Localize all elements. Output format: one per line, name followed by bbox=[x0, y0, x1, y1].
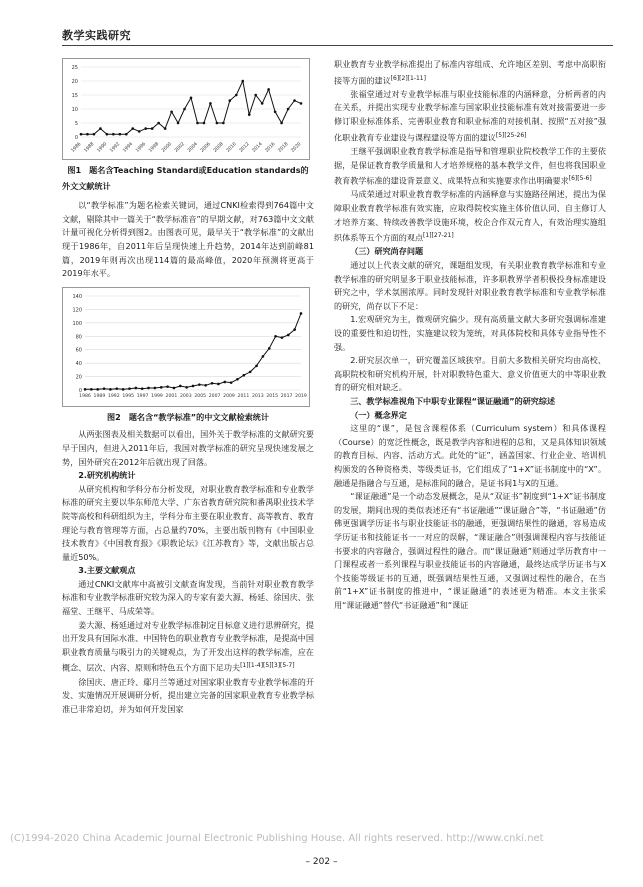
data-point bbox=[280, 122, 283, 125]
x-tick-label: 2001 bbox=[165, 393, 178, 399]
y-tick-label: 0 bbox=[74, 135, 78, 141]
x-tick-label: 2000 bbox=[161, 141, 174, 154]
data-point bbox=[255, 364, 258, 367]
data-point bbox=[268, 347, 271, 350]
data-point bbox=[293, 99, 296, 102]
data-point bbox=[144, 127, 147, 130]
y-tick-label: 120 bbox=[72, 307, 82, 314]
x-tick-label: 2002 bbox=[174, 141, 186, 154]
x-tick-label: 1986 bbox=[79, 393, 91, 399]
data-point bbox=[106, 133, 109, 136]
paragraph bbox=[62, 619, 314, 676]
x-tick-label: 2006 bbox=[200, 141, 212, 154]
data-point bbox=[90, 388, 93, 391]
data-point bbox=[267, 88, 270, 91]
data-point bbox=[160, 386, 163, 389]
paragraph: 通过以上代表文献的研究，课题组发现，有关职业教育教学标准和专业教学标准的研究明显多于职业技能标准，许多职教界学者积极投身标准建设研究之中，学术氛围浓厚。同时发现针对职业教育教学标准和专业教学标准的研究，尚存以下不足： bbox=[334, 260, 606, 311]
data-point bbox=[122, 388, 125, 391]
data-point bbox=[300, 102, 303, 105]
paragraph: 这里的“课”，是包含课程体系（Curriculum system）和具体课程（Course）的宽泛性概念，既是教学内容和进程的总和，又是具体知识领域的教育目标、内容、活动方式。此处的“证”，涵盖国家、行业企业、培训机构颁发的各种资格类、等级类证书，它们组成了“1+X”证书制度中的“X”。融通是指融合与互通，是标准间的融合，是证书间1与X的互通。 bbox=[334, 423, 606, 488]
x-tick-label: 1990 bbox=[96, 141, 109, 154]
chart-2 bbox=[62, 287, 310, 407]
x-tick-label: 2009 bbox=[223, 393, 235, 399]
x-tick-label: 1995 bbox=[122, 393, 135, 399]
data-point bbox=[154, 386, 157, 389]
y-tick-label: 140 bbox=[72, 293, 82, 300]
x-tick-label: 2018 bbox=[277, 141, 290, 154]
data-point bbox=[203, 122, 206, 125]
y-tick-label: 100 bbox=[72, 320, 82, 327]
right-column bbox=[334, 58, 606, 613]
section-heading: 三、教学标准视角下中职专业课程“课证融通”的研究综述 bbox=[350, 396, 556, 406]
paragraph: 从两张图表及相关数据可以看出，国外关于教学标准的文献研究要早于国内，但进入2011年后，我国对教学标准的研究呈现快速发展之势，国外研究在2012年后就出现了回落。 bbox=[62, 429, 314, 467]
x-tick-label: 1996 bbox=[135, 141, 148, 154]
x-tick-label: 2014 bbox=[251, 141, 264, 154]
data-point bbox=[115, 387, 118, 390]
data-point bbox=[183, 108, 186, 111]
data-point bbox=[151, 127, 154, 130]
data-point bbox=[274, 335, 277, 338]
chart-1-caption-sub: 外文文献统计 bbox=[62, 180, 111, 191]
data-point bbox=[236, 378, 239, 381]
data-point bbox=[241, 80, 244, 83]
chart-1 bbox=[62, 58, 310, 160]
y-tick-label: 80 bbox=[75, 334, 82, 341]
data-point bbox=[281, 336, 284, 339]
x-tick-label: 1992 bbox=[109, 141, 122, 154]
data-point bbox=[196, 122, 199, 125]
series-line bbox=[85, 313, 301, 389]
citation-ref: [6][5-6] bbox=[568, 175, 592, 183]
x-tick-label: 2004 bbox=[187, 141, 199, 154]
paragraph-text: 张福堂通过对专业教学标准与职业技能标准的内涵释意，分析两者的内在关系，并提出实现专业教学标准与国家职业技能标准有效对接需要进一步修订职业标准体系、完善职业教育和职业标准的对接机制、按照“五对接”强化职业教育专业建设与课程建设等方面的建议 bbox=[334, 88, 606, 143]
data-point bbox=[185, 386, 188, 389]
data-point bbox=[217, 382, 220, 385]
data-point bbox=[84, 388, 87, 391]
data-point bbox=[235, 94, 238, 97]
data-point bbox=[128, 387, 131, 390]
data-point bbox=[112, 133, 115, 136]
y-tick-label: 40 bbox=[75, 360, 82, 367]
data-point bbox=[147, 386, 150, 389]
data-point bbox=[99, 127, 102, 130]
paragraph-text: 姜大源、杨延通过对专业教学标准制定目标意义进行思辨研究，提出开发具有国际水准、中国特色的职业教育专业教学标准，是提高中国职业教育质量与吸引力的关键观点，为了开发出这样的教学标准，应在概念、层次、内容、原则和特色五个方面下足功夫 bbox=[62, 619, 314, 674]
paragraph: “课证融通”是一个动态发展概念，是从“双证书”制度到“1+X”证书制度的发展，期间出现的类似表述还有“书证融通”“课证融合”等，“书证融通”仿佛更强调学历证书与职业技能证书的融通，更强调结果性的融通，容易造成学历证书和技能证书一一对应的误解，“课证融合”则强调课程内容与技能证书要求的内容融合，强调过程性的融合。而“课证融通”则通过学历教育中一门课程或者一系列课程与职业技能证书的内容融通，最终达成学历证书与X个技能等级证书的互通，既强调结果性互通，又强调过程性的融合，在当前“1+X”证书制度的推进中，“课证融通”的表述更为精准。本文主张采用“课证融通”替代“书证融通”和“课证 bbox=[334, 491, 606, 610]
x-tick-label: 2003 bbox=[179, 393, 192, 399]
paragraph-text: 职业教育专业教学标准提出了标准内容组成、允许地区差别、考虑中高职衔接等方面的建议 bbox=[334, 59, 606, 86]
x-tick-label: 1988 bbox=[83, 141, 96, 154]
section-heading: （一）概念界定 bbox=[350, 409, 407, 420]
x-tick-label: 1986 bbox=[70, 141, 83, 154]
data-point bbox=[125, 133, 128, 136]
paragraph bbox=[334, 188, 606, 245]
paragraph: 从研究机构和学科分布分析发现，对职业教育教学标准和专业教学标准的研究主要以华东师范大学、广东省教育研究院和番禺职业技术学院等高校和科研组织为主，学科分布主要在职业教育、高等教育、教育理论与教育管理等方面，占总量约70%，主要出版刊物有《中国职业技术教育》《中国教育报》《职教论坛》《江苏教育》等，文献出版占总量近50%。 bbox=[62, 483, 314, 562]
data-point bbox=[274, 111, 277, 114]
data-point bbox=[192, 384, 195, 387]
x-tick-label: 2005 bbox=[194, 393, 207, 399]
paragraph: 1.宏观研究为主，微观研究偏少。现有高质量文献大多研究强调标准建设的重要性和迫切性，实施建议较为笼统，对具体院校和具体专业指导性不强。 bbox=[334, 314, 606, 352]
x-tick-label: 2013 bbox=[251, 393, 264, 399]
data-point bbox=[229, 99, 232, 102]
x-tick-label: 2010 bbox=[225, 141, 238, 154]
data-point bbox=[248, 113, 251, 116]
data-point bbox=[198, 383, 201, 386]
data-point bbox=[209, 102, 212, 105]
citation-ref: [5][25-26] bbox=[495, 131, 527, 139]
x-tick-label: 2016 bbox=[264, 141, 277, 154]
data-point bbox=[190, 97, 193, 100]
paragraph-text: 马成荣通过对职业教育教学标准的内涵释意与实施路径阐述，提出为保障职业教育教学标准有效实施，应取得院校实施主体价值认同、自主修订人才培养方案、特续改善教学设施环境，校企合作双元育人，有效治理实施组织体系等五个方面的观点 bbox=[334, 189, 606, 243]
data-point bbox=[170, 111, 173, 114]
data-point bbox=[173, 386, 176, 389]
data-point bbox=[103, 387, 106, 390]
data-point bbox=[222, 122, 225, 125]
y-tick-label: 20 bbox=[71, 79, 78, 85]
data-point bbox=[93, 133, 96, 136]
y-tick-label: 15 bbox=[71, 93, 78, 99]
data-point bbox=[300, 312, 303, 315]
data-point bbox=[96, 388, 99, 391]
data-point bbox=[216, 122, 219, 125]
data-point bbox=[293, 328, 296, 331]
data-point bbox=[249, 370, 252, 373]
page-number: – 202 – bbox=[305, 857, 338, 867]
header-divider bbox=[62, 45, 613, 46]
x-tick-label: 2011 bbox=[237, 393, 250, 399]
left-column bbox=[62, 58, 314, 717]
paragraph-text: 王继平强调职业教育教学标准是指导和管理职业院校教学工作的主要依据，是保证教育教学质量和人才培养规格的基本教学文件，但也将我国职业教育教学标准的建设背景意义、成果特点和实施要求作出明确要求 bbox=[334, 145, 606, 186]
data-point bbox=[230, 381, 233, 384]
data-point bbox=[287, 108, 290, 111]
x-tick-label: 2007 bbox=[208, 393, 221, 399]
x-tick-label: 1999 bbox=[151, 393, 163, 399]
data-point bbox=[262, 355, 265, 358]
section-heading: 2.研究机构统计 bbox=[78, 470, 136, 481]
y-tick-label: 0 bbox=[78, 387, 82, 394]
paragraph bbox=[334, 145, 606, 188]
paragraph: 通过CNKI文献库中高被引文献查询发现，当前针对职业教育教学标准和专业教学标准研究较为深入的专家有姜大源、杨延、徐国庆、张福堂、王继平、马成荣等。 bbox=[62, 578, 314, 617]
data-point bbox=[261, 102, 264, 105]
x-tick-label: 2019 bbox=[295, 393, 307, 399]
data-point bbox=[80, 133, 83, 136]
x-tick-label: 2012 bbox=[238, 141, 251, 154]
x-tick-label: 1994 bbox=[122, 141, 135, 154]
paragraph bbox=[334, 58, 606, 88]
journal-section-title: 教学实践研究 bbox=[62, 29, 131, 42]
citation-ref: [6][2][1-11] bbox=[390, 74, 426, 82]
chart-1-svg bbox=[63, 59, 309, 159]
data-point bbox=[109, 388, 112, 391]
section-heading: （三）研究尚存问题 bbox=[350, 246, 424, 257]
data-point bbox=[254, 94, 257, 97]
paragraph bbox=[334, 88, 606, 145]
data-point bbox=[166, 385, 169, 388]
paragraph: 徐国庆、唐正玲、鄢月兰等通过对国家职业教育专业教学标准的开发、实施情况开展调研分析，提出建立完备的国家职业教育专业教学标准已非常迫切，并为如何开发国家 bbox=[62, 676, 314, 714]
chart-2-svg bbox=[63, 288, 309, 406]
data-point bbox=[164, 127, 167, 130]
data-point bbox=[177, 122, 180, 125]
paragraph: 以“教学标准”为题名检索关键词，通过CNKI检索得到764篇中文文献，剔除其中一篇关于“教学标准音”的早期文献，对763篇中文文献计量可视化分析得到图2。由图表可见，最早关于“教学标准”的文献出现于1986年，自2011年后呈现快速上升趋势，2014年达到前峰81篇，2019年则再次出现114篇的最高峰值，2020年预测将更高于2019年水平。 bbox=[62, 200, 314, 279]
x-tick-label: 1992 bbox=[107, 393, 120, 399]
x-tick-label: 2008 bbox=[212, 141, 225, 154]
section-heading: 3.主要文献观点 bbox=[78, 565, 136, 576]
citation-ref: [1][1-4][5][3][5-7] bbox=[240, 662, 295, 670]
y-tick-label: 5 bbox=[74, 121, 78, 127]
x-tick-label: 2017 bbox=[280, 393, 293, 399]
x-tick-label: 1998 bbox=[148, 141, 161, 154]
y-tick-label: 25 bbox=[71, 65, 78, 71]
y-tick-label: 10 bbox=[71, 107, 78, 113]
x-tick-label: 1989 bbox=[93, 393, 106, 399]
x-tick-label: 2020 bbox=[290, 141, 303, 154]
x-tick-label: 1997 bbox=[136, 393, 149, 399]
data-point bbox=[243, 374, 246, 377]
x-tick-label: 2015 bbox=[266, 393, 279, 399]
data-point bbox=[141, 387, 144, 390]
data-point bbox=[204, 384, 207, 387]
paragraph: 2.研究层次单一，研究覆盖区域狭窄。目前大多数相关研究均由高校、高职院校和研究机构开展，针对职教特色重大、意义价值更大的中等职业教育的研究相对缺乏。 bbox=[334, 355, 606, 393]
copyright-watermark: (C)1994-2020 China Academic Journal Electronic Publishing House. All rights reserved. http://www.cnki.net bbox=[10, 833, 544, 844]
y-tick-label: 60 bbox=[75, 347, 82, 354]
data-point bbox=[223, 380, 226, 383]
data-point bbox=[119, 133, 122, 136]
data-point bbox=[287, 333, 290, 336]
data-point bbox=[135, 386, 138, 389]
data-point bbox=[211, 382, 214, 385]
citation-ref: [1][27-21] bbox=[423, 232, 454, 240]
chart-1-caption: 图1 题名含Teaching Standard或Education standards的 bbox=[67, 165, 309, 175]
data-point bbox=[86, 133, 89, 136]
chart-2-caption: 图2 题名含“教学标准”的中文文献检索统计 bbox=[107, 411, 269, 422]
data-point bbox=[157, 122, 160, 125]
y-tick-label: 20 bbox=[75, 374, 82, 381]
data-point bbox=[179, 384, 182, 387]
data-point bbox=[131, 127, 134, 130]
data-point bbox=[138, 130, 141, 133]
